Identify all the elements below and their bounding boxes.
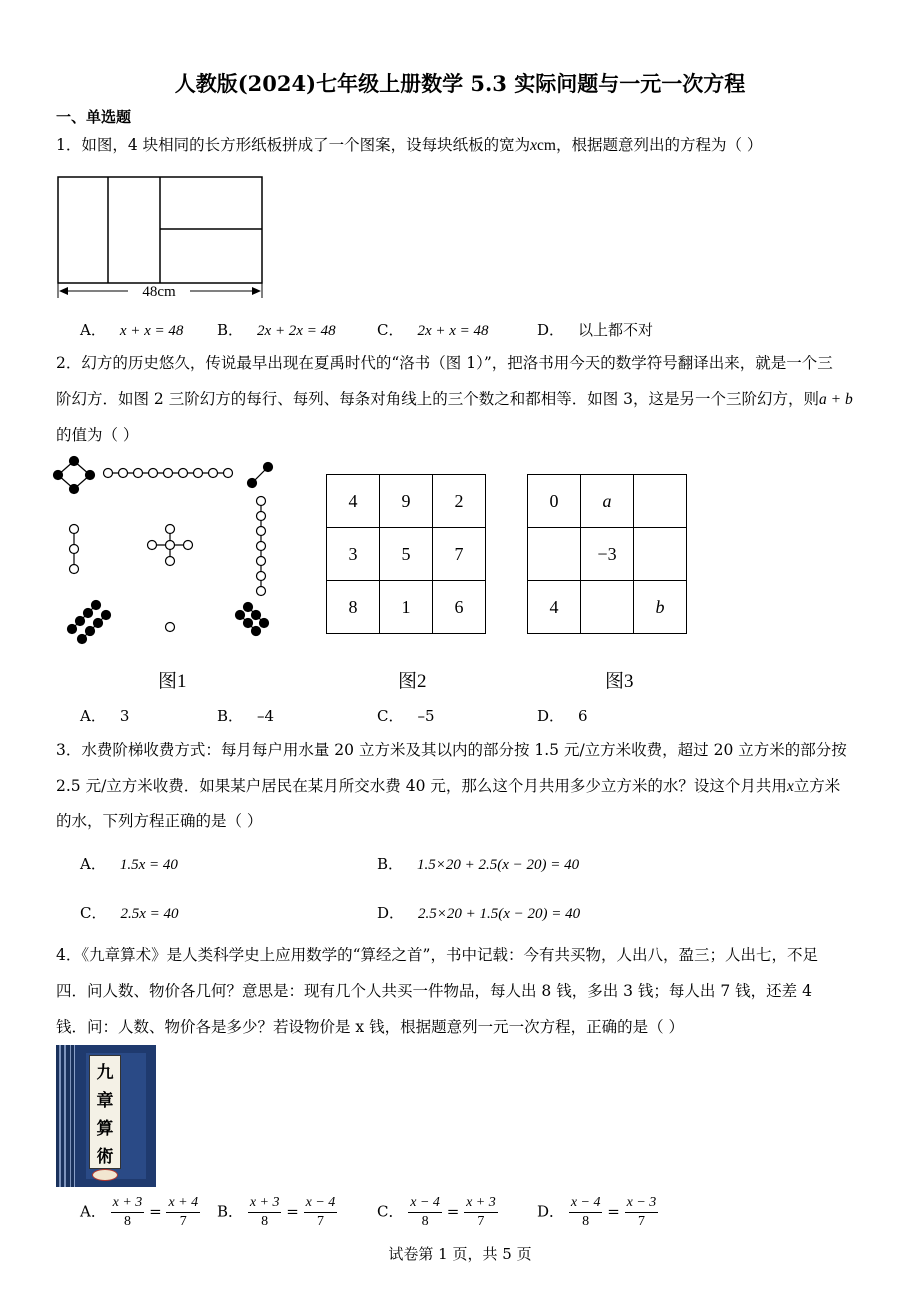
q1-option-b[interactable]: B． 2x + 2x = 48 bbox=[217, 321, 336, 339]
q2-stem-line2: 阶幻方．如图 2 三阶幻方的每行、每列、每条对角线上的三个数之和都相等．如图 3，这是另一个三阶幻方，则a + b bbox=[56, 390, 853, 408]
page-footer: 试卷第 1 页，共 5 页 bbox=[388, 1245, 532, 1263]
book-seal-icon bbox=[92, 1169, 118, 1181]
caption-fig1: 图1 bbox=[158, 671, 187, 692]
q4-stem-line2: 四．问人数、物价各几何？意思是：现有几个人共买一件物品，每人出 8 钱，多出 3 钱；每人出 7 钱，还差 4 bbox=[56, 982, 812, 1000]
book-title-label: 九 章 算 術 bbox=[89, 1055, 121, 1169]
jiuzhang-book-cover bbox=[56, 1045, 156, 1187]
grid2-cell: 4 bbox=[327, 475, 380, 528]
grid3-cell: a bbox=[581, 475, 634, 528]
grid2-cell: 8 bbox=[327, 581, 380, 634]
grid3-cell bbox=[634, 475, 687, 528]
q3-option-a[interactable]: A． 1.5x = 40 bbox=[80, 855, 178, 873]
grid3-cell: 0 bbox=[528, 475, 581, 528]
caption-fig2: 图2 bbox=[398, 671, 427, 692]
grid2-cell: 5 bbox=[380, 528, 433, 581]
q2-option-c[interactable]: C． –5 bbox=[377, 707, 435, 725]
q1-option-c[interactable]: C． 2x + x = 48 bbox=[377, 321, 489, 339]
grid2-cell: 6 bbox=[433, 581, 486, 634]
grid2-cell: 3 bbox=[327, 528, 380, 581]
q3-option-c[interactable]: C． 2.5x = 40 bbox=[80, 904, 179, 922]
q2-stem-line3: 的值为（ ） bbox=[56, 426, 139, 444]
section-heading: 一、单选题 bbox=[56, 108, 132, 126]
q3-option-d[interactable]: D． 2.5×20 + 1.5(x − 20) = 40 bbox=[377, 904, 581, 922]
q3-stem-line1: 3．水费阶梯收费方式：每月每户用水量 20 立方米及其以内的部分按 1.5 元/立方米收费，超过 20 立方米的部分按 bbox=[56, 741, 847, 759]
magic-square-2 bbox=[326, 474, 486, 634]
q1-option-a[interactable]: A． x + x = 48 bbox=[80, 321, 184, 339]
q1-stem: 1．如图，4 块相同的长方形纸板拼成了一个图案，设每块纸板的宽为xcm，根据题意列出的方程为（ ） bbox=[56, 136, 763, 154]
grid3-cell bbox=[581, 581, 634, 634]
grid3-cell: b bbox=[634, 581, 687, 634]
q4-option-d[interactable]: D． $\frac{x - 4}{8}$ = $\frac{x - 3}{7}$ bbox=[537, 1195, 657, 1229]
q3-stem-line2: 2.5 元/立方米收费．如果某户居民在某月所交水费 40 元，那么这个月共用多少立方米的水？设这个月共用x立方米 bbox=[56, 777, 841, 795]
q4-stem-line1: 4．《九章算术》是人类科学史上应用数学的“算经之首”，书中记载：今有共买物，人出八，盈三；人出七，不足 bbox=[56, 946, 818, 964]
q1-figure bbox=[56, 176, 266, 300]
caption-fig3: 图3 bbox=[605, 671, 634, 692]
magic-square-3 bbox=[527, 474, 687, 634]
luoshu-figure bbox=[52, 455, 282, 655]
grid2-cell: 1 bbox=[380, 581, 433, 634]
q1-figure-label: 48cm bbox=[142, 284, 176, 300]
q2-option-a[interactable]: A． 3 bbox=[80, 707, 130, 725]
q3-option-b[interactable]: B． 1.5×20 + 2.5(x − 20) = 40 bbox=[377, 855, 580, 873]
grid2-cell: 9 bbox=[380, 475, 433, 528]
q4-option-a[interactable]: A． $\frac{x + 3}{8}$ = $\frac{x + 4}{7}$ bbox=[80, 1195, 199, 1229]
q4-option-c[interactable]: C． $\frac{x - 4}{8}$ = $\frac{x + 3}{7}$ bbox=[377, 1195, 496, 1229]
grid3-cell: 4 bbox=[528, 581, 581, 634]
q2-stem-line1: 2．幻方的历史悠久，传说最早出现在夏禹时代的“洛书（图 1）”，把洛书用今天的数学符号翻译出来，就是一个三 bbox=[56, 354, 833, 372]
q1-option-d[interactable]: D． 以上都不对 bbox=[537, 321, 654, 339]
page-title: 人教版(2024)七年级上册数学 5.3 实际问题与一元一次方程 bbox=[174, 71, 746, 96]
q2-option-b[interactable]: B． –4 bbox=[217, 707, 275, 725]
q3-stem-line3: 的水，下列方程正确的是（ ） bbox=[56, 812, 263, 830]
q2-option-d[interactable]: D． 6 bbox=[537, 707, 588, 725]
grid2-cell: 2 bbox=[433, 475, 486, 528]
grid3-cell bbox=[528, 528, 581, 581]
q4-option-b[interactable]: B． $\frac{x + 3}{8}$ = $\frac{x - 4}{7}$ bbox=[217, 1195, 336, 1229]
grid3-cell bbox=[634, 528, 687, 581]
q4-stem-line3: 钱．问：人数、物价各是多少？若设物价是 x 钱，根据题意列一元一次方程，正确的是（ ） bbox=[56, 1018, 685, 1036]
grid2-cell: 7 bbox=[433, 528, 486, 581]
grid3-cell: −3 bbox=[581, 528, 634, 581]
